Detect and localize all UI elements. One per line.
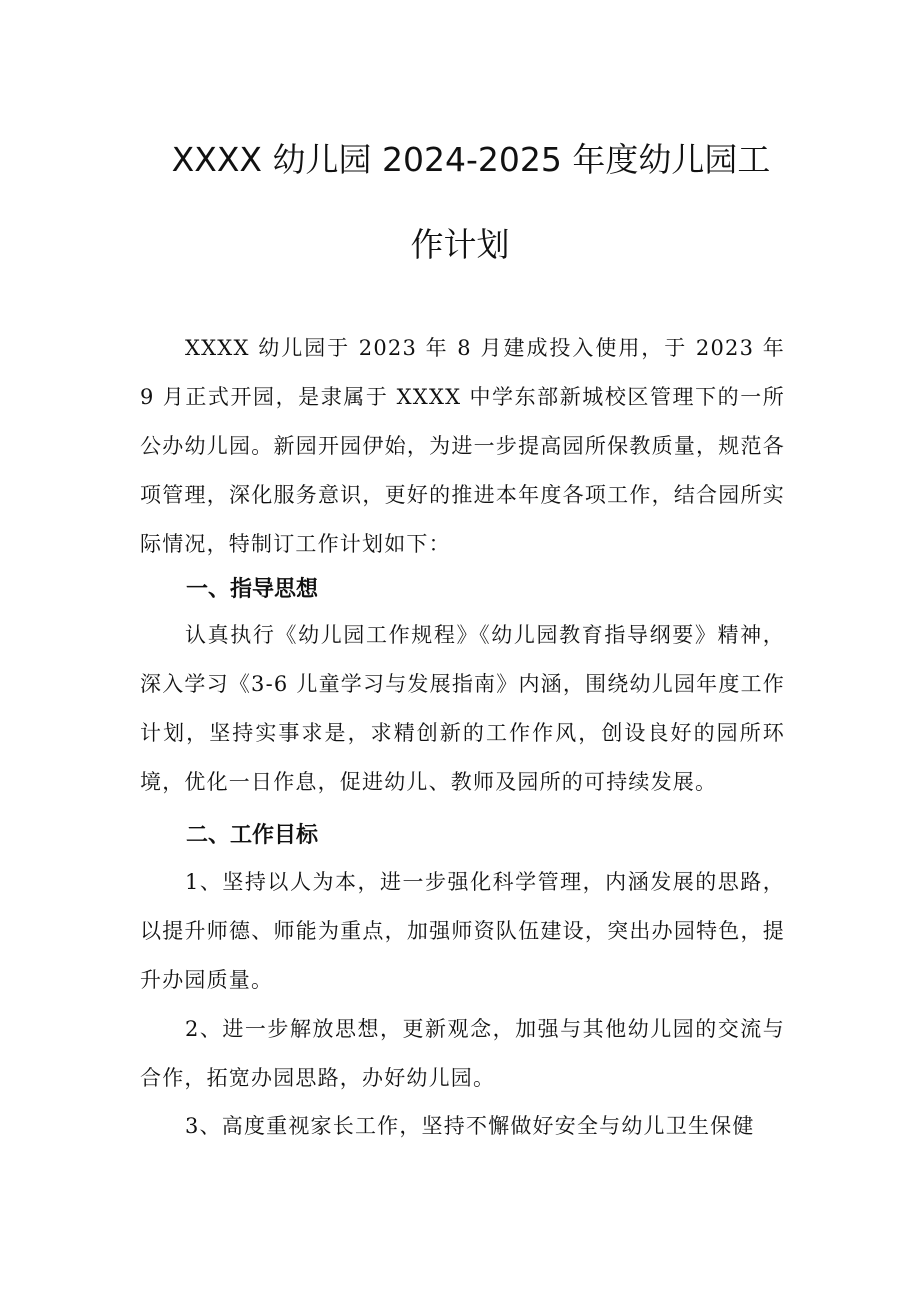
- goal-item-3: 3、高度重视家长工作，坚持不懈做好安全与幼儿卫生保健: [185, 1114, 755, 1138]
- document-title-line-1: XXXX 幼儿园 2024-2025 年度幼儿园工: [171, 140, 771, 179]
- goal-item-1: 1、坚持以人为本，进一步强化科学管理，内涵发展的思路，以提升师德、师能为重点，加强师资队伍建设，突出办园特色，提升办园质量。: [140, 870, 785, 992]
- document-title-line-2: 作计划: [410, 225, 510, 264]
- section-heading-guiding-ideology: 一、指导思想: [186, 577, 319, 602]
- guiding-ideology-paragraph: 认真执行《幼儿园工作规程》《幼儿园教育指导纲要》精神，深入学习《3-6 儿童学习与发展指南》内涵，围绕幼儿园年度工作计划，坚持实事求是，求精创新的工作作风，创设良好的园所环境，优化一日作息，促进幼儿、教师及园所的可持续发展。: [140, 623, 785, 794]
- section-heading-work-goals: 二、工作目标: [186, 823, 319, 848]
- intro-paragraph: XXXX 幼儿园于 2023 年 8 月建成投入使用，于 2023 年 9 月正式开园，是隶属于 XXXX 中学东部新城校区管理下的一所公办幼儿园。新园开园伊始，为进一步提高园所保教质量，规范各项管理，深化服务意识，更好的推进本年度各项工作，结合园所实际情况，特制订工作计划如下：: [140, 336, 785, 556]
- goal-item-2: 2、进一步解放思想，更新观念，加强与其他幼儿园的交流与合作，拓宽办园思路，办好幼儿园。: [140, 1017, 785, 1090]
